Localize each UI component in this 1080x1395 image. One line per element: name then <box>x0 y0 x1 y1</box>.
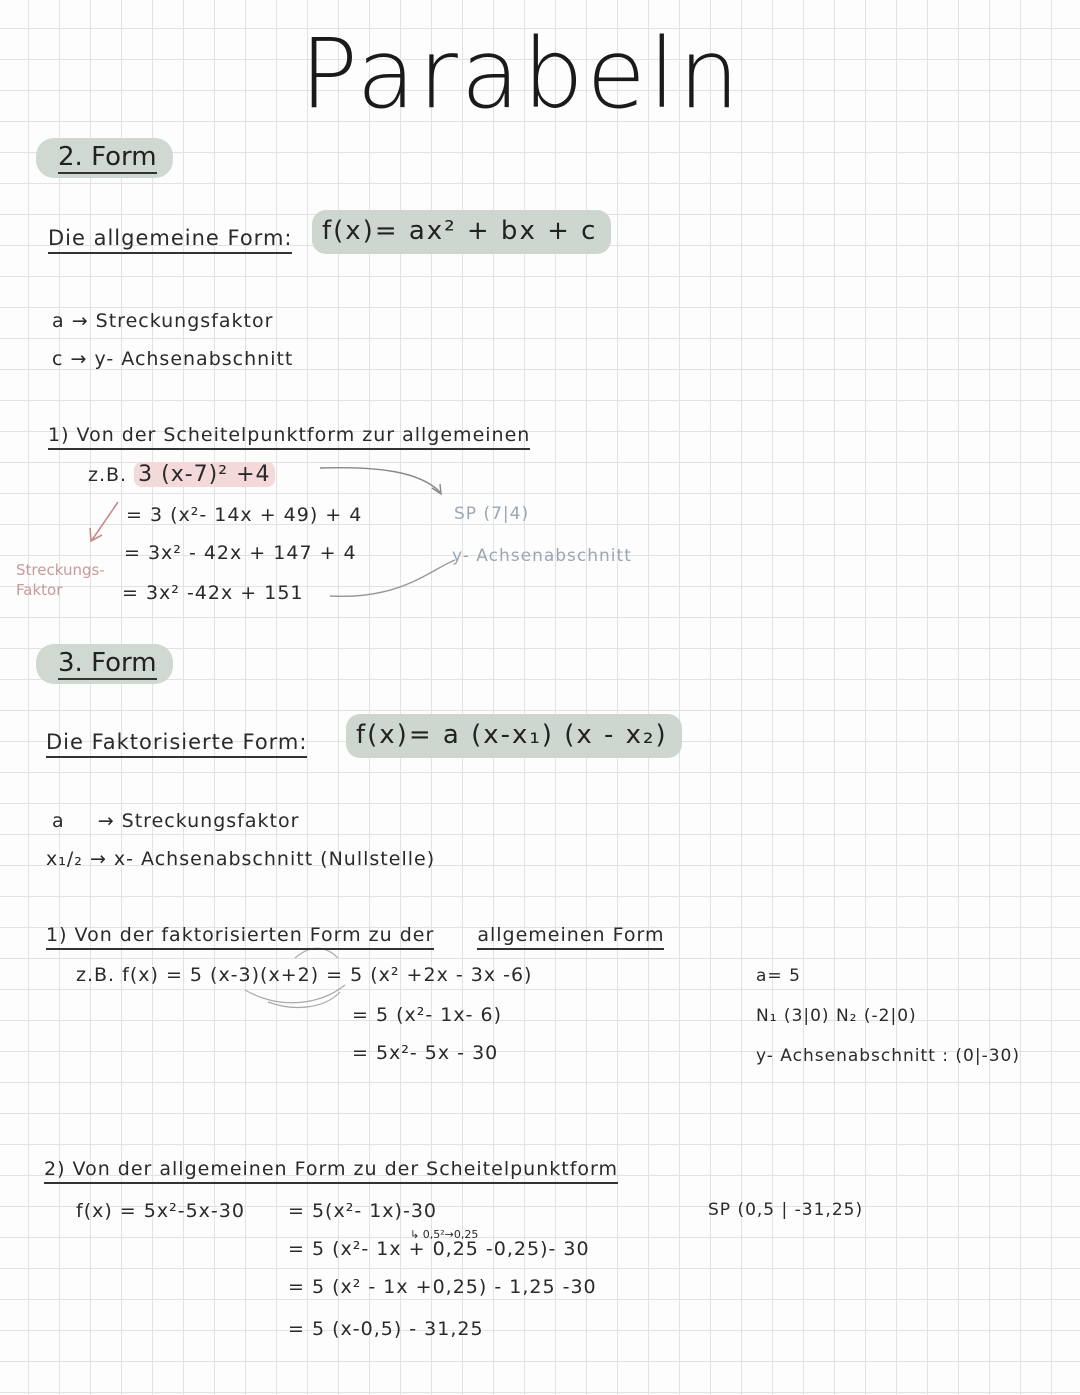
streckungsfaktor-note: Streckungs- Faktor <box>16 561 105 599</box>
form2-legend-a: a → Streckungsfaktor <box>52 310 274 332</box>
form3-s2-step-2: = 5 (x² - 1x +0,25) - 1,25 -30 <box>288 1276 597 1298</box>
form3-heading: Die Faktorisierte Form: <box>46 730 307 754</box>
page-title: Parabeln <box>300 18 743 130</box>
form3-s2-step-1: = 5 (x²- 1x + 0,25 -0,25)- 30 <box>288 1238 590 1260</box>
form2-formula: f(x)= ax² + bx + c <box>312 210 611 254</box>
form2-step-3: = 3x² -42x + 151 <box>122 582 304 604</box>
form3-note-n: N₁ (3|0) N₂ (-2|0) <box>756 1006 917 1026</box>
form3-s2-small-note: ↳ 0,5²→0,25 <box>410 1228 479 1241</box>
form3-example: z.B. f(x) = 5 (x-3)(x+2) = 5 (x² +2x - 3x -6) <box>76 964 533 986</box>
form3-section2-heading: 2) Von der allgemeinen Form zu der Scheitelpunktform <box>44 1158 618 1180</box>
form2-heading: Die allgemeine Form: <box>48 226 292 250</box>
form3-note-y: y- Achsenabschnitt : (0|-30) <box>756 1046 1020 1066</box>
form3-legend-a: a → Streckungsfaktor <box>52 810 300 832</box>
form2-legend-c: c → y- Achsenabschnitt <box>52 348 294 370</box>
form2-sp-note: SP (7|4) <box>454 504 530 524</box>
form3-label: 3. Form <box>36 644 173 684</box>
form3-s2-line1-right: = 5(x²- 1x)-30 <box>288 1200 437 1222</box>
form3-step-1: = 5 (x²- 1x- 6) <box>352 1004 502 1026</box>
form3-formula: f(x)= a (x-x₁) (x - x₂) <box>346 714 682 758</box>
form2-example: z.B. 3 (x-7)² +4 <box>88 462 275 487</box>
form3-section1-heading: 1) Von der faktorisierten Form zu der allgemeinen Form <box>46 924 664 946</box>
form3-step-2: = 5x²- 5x - 30 <box>352 1042 499 1064</box>
form2-section1-heading: 1) Von der Scheitelpunktform zur allgemeinen <box>48 424 530 446</box>
form3-legend-x: x₁/₂ → x- Achsenabschnitt (Nullstelle) <box>46 848 436 870</box>
form2-label: 2. Form <box>36 138 173 178</box>
form3-note-a: a= 5 <box>756 966 801 986</box>
form2-step-2: = 3x² - 42x + 147 + 4 <box>124 542 357 564</box>
form3-s2-line1-left: f(x) = 5x²-5x-30 <box>76 1200 245 1222</box>
form2-step-1: = 3 (x²- 14x + 49) + 4 <box>126 504 363 526</box>
form3-s2-sp-note: SP (0,5 | -31,25) <box>708 1200 864 1220</box>
form3-s2-step-3: = 5 (x-0,5) - 31,25 <box>288 1318 484 1340</box>
form2-y-note: y- Achsenabschnitt <box>452 546 632 566</box>
